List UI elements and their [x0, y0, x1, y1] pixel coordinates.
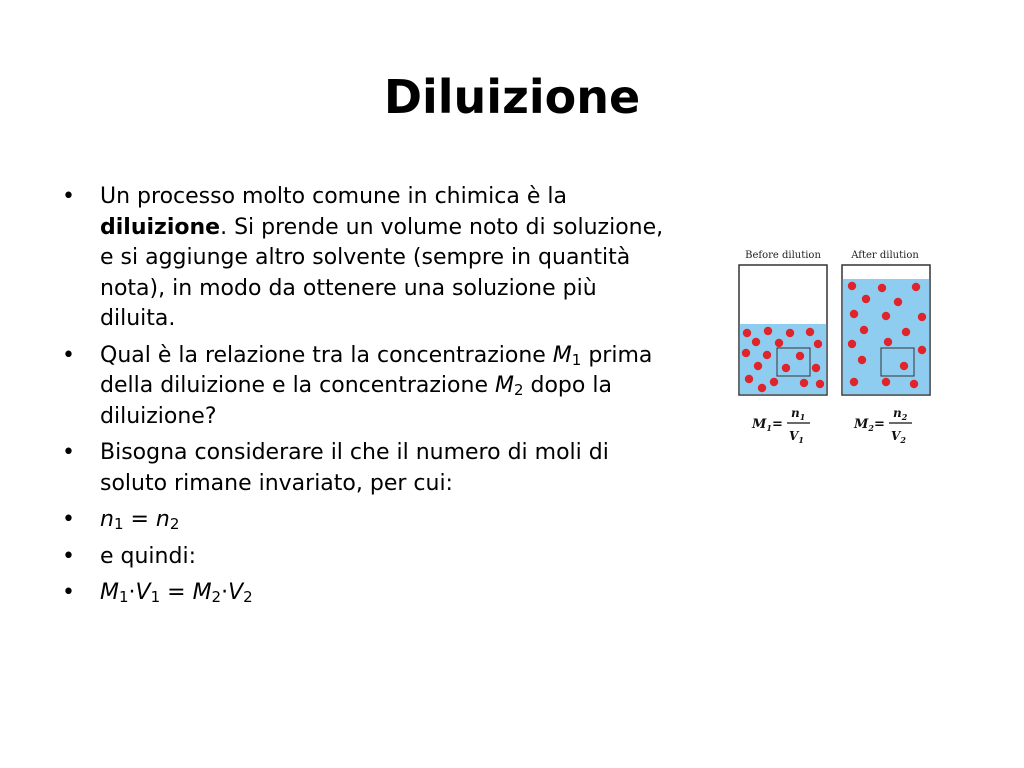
particle [786, 329, 794, 337]
bullet-5-text: e quindi: [100, 543, 196, 569]
svg-text:n1 [791, 406, 805, 422]
formula-before-denominator-symbol: V [789, 429, 799, 443]
bullet-item-6 [62, 578, 672, 609]
bullet-4-n2-subscript: 2 [169, 515, 180, 533]
bullet-6-dot-2: · [221, 580, 229, 605]
bullet-item-1 [62, 182, 672, 335]
svg-text:M2= [853, 417, 885, 433]
particle [848, 282, 856, 290]
bullet-item-4 [62, 505, 672, 536]
bullet-2-m2-symbol: M [494, 373, 514, 398]
particle [814, 340, 822, 348]
bullet-2-text-b: prima della diluizione e la concentrazione [100, 342, 653, 398]
bullet-2-m1-subscript: 1 [571, 350, 582, 369]
particle [918, 313, 926, 321]
particle [745, 375, 753, 383]
bullet-6-m2-symbol: M [192, 580, 212, 605]
svg-text:M1= [751, 417, 783, 433]
formula-before-m-symbol: M [752, 417, 767, 432]
bullet-item-5 [62, 542, 672, 573]
particle [742, 349, 750, 357]
particle [796, 352, 804, 360]
particle [775, 339, 783, 347]
particle [882, 312, 890, 320]
bullet-6-equals: = [160, 580, 193, 605]
bullet-4-n1-symbol: n [100, 507, 114, 532]
particle [860, 326, 868, 334]
particle [812, 364, 820, 372]
particle [902, 328, 910, 336]
bullet-6-m1-subscript: 1 [118, 588, 129, 606]
particle [770, 378, 778, 386]
particle [743, 329, 751, 337]
bullet-item-2 [62, 341, 672, 433]
bullet-6-v1-symbol: V [135, 580, 151, 605]
particle [782, 364, 790, 372]
formula-after-numerator-subscript: 2 [901, 412, 908, 422]
before-dilution-label: Before dilution [745, 250, 821, 261]
bullet-dot-icon: • [62, 543, 75, 569]
bullet-dot-icon: • [62, 440, 75, 465]
bullet-6-dot-1: · [128, 580, 136, 605]
particle [912, 283, 920, 291]
particle [752, 338, 760, 346]
bullet-6-m1-symbol: M [100, 580, 119, 605]
particle [800, 379, 808, 387]
bullet-item-3 [62, 438, 672, 499]
particle [850, 310, 858, 318]
particle [878, 284, 886, 292]
bullet-6-v2-subscript: 2 [243, 588, 253, 606]
formula-before-equals: = [771, 417, 783, 432]
svg-text:V2 [891, 429, 906, 445]
formula-after-m-symbol: M [854, 417, 869, 432]
particle [910, 380, 918, 388]
bullet-list [62, 182, 672, 615]
particle [758, 384, 766, 392]
beaker-after-solution [843, 279, 930, 394]
bullet-6-m2-subscript: 2 [211, 588, 222, 606]
bullet-6-v2-symbol: V [228, 580, 244, 605]
bullet-2-m2-subscript: 2 [513, 381, 524, 399]
bullet-dot-icon: • [62, 184, 75, 209]
bullet-1-text-b: . Si prende un volume noto di soluzione, e si aggiunge altro solvente (sempre in quantità nota), in modo da ottenere una soluzione più diluita. [100, 214, 664, 331]
particle [848, 340, 856, 348]
particle [894, 298, 902, 306]
particle [754, 362, 762, 370]
bullet-1-bold-term: diluizione [100, 214, 221, 240]
formula-after-denominator-symbol: V [891, 429, 901, 443]
particle [900, 362, 908, 370]
particle [862, 295, 870, 303]
beaker-after [842, 265, 930, 395]
bullet-2-text-c: dopo la diluizione? [100, 373, 612, 429]
formula-before-denominator-subscript: 1 [798, 435, 804, 445]
bullet-2-text-a: Qual è la relazione tra la concentrazione [100, 342, 553, 368]
formula-after-denominator-subscript: 2 [900, 435, 906, 445]
svg-text:n2 [893, 406, 908, 422]
particle [764, 327, 772, 335]
bullet-6-v1-subscript: 1 [150, 588, 161, 606]
bullet-2-m1-symbol: M [552, 342, 572, 368]
particle [884, 338, 892, 346]
dilution-illustration [734, 242, 948, 454]
particle [858, 356, 866, 364]
svg-text:V1 [789, 429, 804, 445]
bullet-4-n1-subscript: 1 [113, 515, 124, 533]
dilution-figure [734, 242, 948, 454]
bullet-dot-icon: • [62, 580, 75, 605]
formula-after-equals: = [873, 417, 885, 432]
slide-title: Diluizione [383, 70, 641, 124]
formula-before-m-subscript: 1 [766, 423, 772, 433]
after-dilution-label: After dilution [851, 250, 919, 261]
particle [763, 351, 771, 359]
particle [806, 328, 814, 336]
bullet-4-equals: = [123, 507, 156, 532]
bullet-4-n2-symbol: n [155, 507, 170, 532]
bullet-1-text-a: Un processo molto comune in chimica è la [100, 184, 567, 209]
bullet-dot-icon: • [62, 342, 75, 368]
formula-after-numerator-symbol: n [893, 406, 902, 420]
bullet-3-text: Bisogna considerare il che il numero di moli di soluto rimane invariato, per cui: [100, 440, 609, 496]
particle [918, 346, 926, 354]
formula-before [751, 406, 810, 445]
beaker-before [739, 265, 827, 395]
bullet-dot-icon: • [62, 507, 75, 532]
formula-after [853, 406, 912, 445]
particle [816, 380, 824, 388]
formula-before-numerator-symbol: n [791, 406, 800, 420]
formula-after-m-subscript: 2 [868, 423, 874, 433]
formula-before-numerator-subscript: 1 [799, 412, 806, 422]
particle [882, 378, 890, 386]
particle [850, 378, 858, 386]
